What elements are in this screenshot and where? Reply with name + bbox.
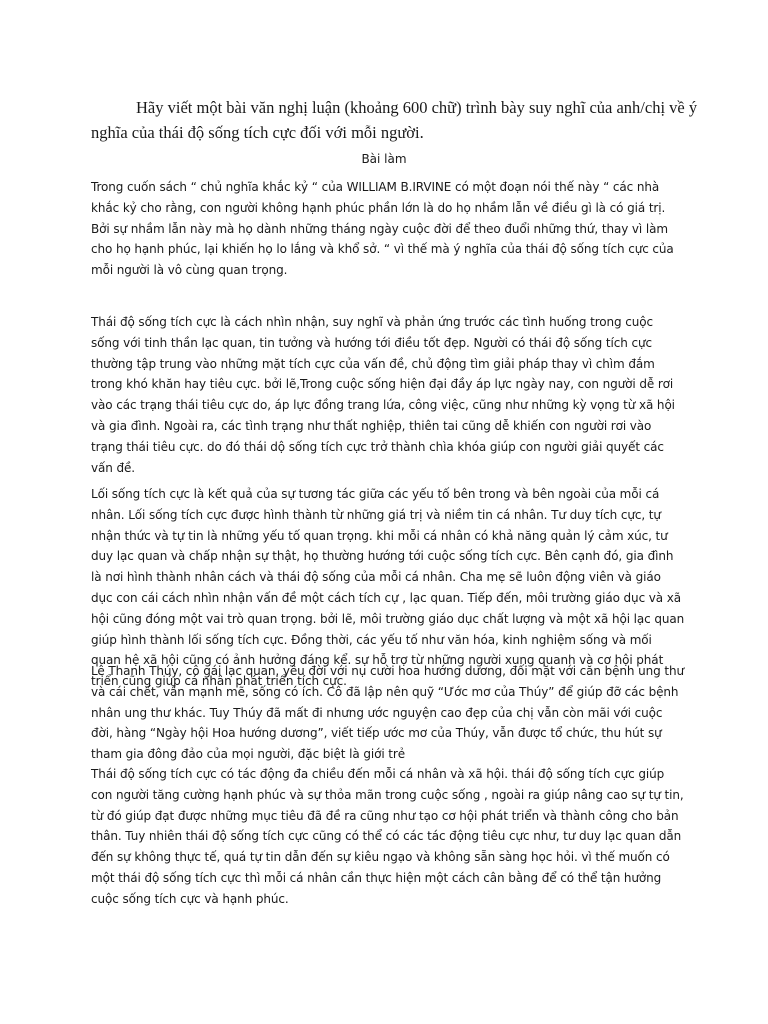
essay-paragraph-2: Thái độ sống tích cực là cách nhìn nhận, suy nghĩ và phản ứng trước các tình huống trong cuộc sống với tinh thần lạc quan, tin tưởng và hướng tới điều tốt đẹp. Người có thái độ sống tích cực thường tập trung vào những mặt tích cực của vấn đề, chủ động tìm giải pháp thay vì chìm đắm trong khó khăn hay tiêu cực. bởi lẽ,Trong cuộc sống hiện đại đầy áp lực ngày nay, con người dễ rơi vào các trạng thái tiêu cực do, áp lực đồng trang lứa, công việc, cũng như những kỳ vọng từ xã hội và gia đình. Ngoài ra, các tình trạng như thất nghiệp, thiên tai cũng dễ khiến con người rơi vào trạng thái tiêu cực. do đó thái dộ sống tích cực trở thành chìa khóa giúp con người giải quyết các vấn đề. (91, 315, 675, 475)
essay-prompt: Hãy viết một bài văn nghị luận (khoảng 600 chữ) trình bày suy nghĩ của anh/chị về ý nghĩa của thái độ sống tích cực đối với mỗi người. (91, 98, 698, 142)
essay-paragraph-1: Trong cuốn sách “ chủ nghĩa khắc kỷ “ của WILLIAM B.IRVINE có một đoạn nói thế này “ các nhà khắc kỷ cho rằng, con người không hạnh phúc phần lớn là do họ nhầm lẫn về điều gì là có giá trị. Bởi sự nhầm lẫn này mà họ dành những tháng ngày cuộc đời để theo đuổi những thứ, thay vì làm cho họ hạnh phúc, lại khiến họ lo lắng và khổ sở. “ vì thế mà ý nghĩa của thái độ sống tích cực của mỗi người là vô cùng quan trọng. (91, 180, 674, 278)
essay-paragraph-5: Thái độ sống tích cực có tác động đa chiều đến mỗi cá nhân và xã hội. thái độ sống tích cực giúp con người tăng cường hạnh phúc và sự thỏa mãn trong cuộc sống , ngoài ra giúp nâng cao sự tự tin, từ đó giúp đạt được những mục tiêu đã đề ra cũng như tạo cơ hội phát triển và thành công cho bản thân. Tuy nhiên thái độ sống tích cực cũng có thể có các tác động tiêu cực như, tư duy lạc quan dẫn đến sự không thực tế, quá tự tin dẫn đến sự kiêu ngạo và không sẵn sàng học hỏi. vì thế muốn có một thái độ sống tích cực thì mỗi cá nhân cần thực hiện một cách cân bằng để có thể tận hưởng cuộc sống tích cực và hạnh phúc. (91, 767, 684, 906)
essay-paragraph-3: Lối sống tích cực là kết quả của sự tương tác giữa các yếu tố bên trong và bên ngoài của mỗi cá nhân. Lối sống tích cực được hình thành từ những giá trị và niềm tin cá nhân. Tư duy tích cực, tự nhận thức và tự tin là những yếu tố quan trọng. khi mỗi cá nhân có khả năng quản lý cảm xúc, tư duy lạc quan và chấp nhận sự thật, họ thường hướng tới cuộc sống tích cực. Bên cạnh đó, gia đình là nơi hình thành nhân cách và thái độ sống của mỗi cá nhân. Cha mẹ sẽ luôn động viên và giáo dục con cái cách nhìn nhận vấn đề một cách tích cự , lạc quan. Tiếp đến, môi trường giáo dục và xã hội cũng đóng một vai trò quan trọng. bởi lẽ, môi trường giáo dục chất lượng và một xã hội lạc quan giúp hình thành lối sống tích cực. Đồng thời, các yếu tố như văn hóa, kinh nghiệm sống và mối quan hệ xã hội cũng có ảnh hưởng đáng kể. sự hỗ trợ từ những người xung quanh và cơ hội phát triển cũng giúp cá nhân phát triển tích cực. (91, 487, 685, 689)
essay-paragraph-4: Lê Thanh Thúy, cô gái lạc quan, yêu đời với nụ cười hoa hướng dương, đối mặt với căn bệnh ung thư và cái chết, vẫn mạnh mẽ, sống có ích. Cô đã lập nên quỹ “Ước mơ của Thúy” để giúp đỡ các bệnh nhân ung thư khác. Tuy Thúy đã mất đi nhưng ước nguyện cao đẹp của chị vẫn còn mãi với cuộc đời, hàng “Ngày hội Hoa hướng dương”, viết tiếp ước mơ của Thúy, vẫn được tổ chức, thu hút sự tham gia đông đảo của mọi người, đặc biệt là giới trẻ (91, 664, 685, 762)
essay-heading: Bài làm (361, 152, 407, 166)
